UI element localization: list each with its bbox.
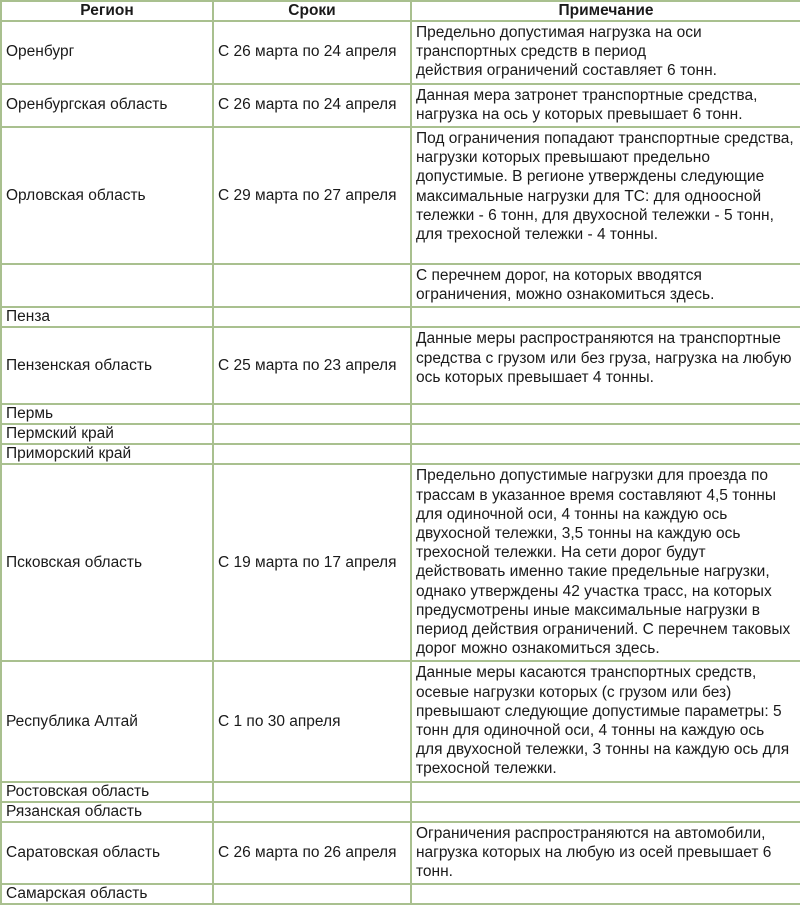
table-header-row: [1, 1, 800, 21]
header-period: Сроки: [213, 1, 411, 21]
note-cell: Данные меры касаются транспортных средств, осевые нагрузки которых (с грузом или без) превышают следующие допустимые параметры: 5 тонн для одиночной оси, 4 тонны на каждую ось для двухосной тележки, 3 тонны на каждую ось для трехосной тележки.: [411, 661, 800, 781]
period-cell: С 26 марта по 24 апреля: [213, 21, 411, 84]
table-row: [1, 327, 800, 404]
note-cell: Данная мера затронет транспортные средства, нагрузка на ось у которых превышает 6 тонн.: [411, 84, 800, 127]
note-cell: [411, 444, 800, 464]
header-region: Регион: [1, 1, 213, 21]
region-cell: Оренбургская область: [1, 84, 213, 127]
region-cell: Рязанская область: [1, 802, 213, 822]
table-row: [1, 444, 800, 464]
period-cell: С 29 марта по 27 апреля: [213, 127, 411, 264]
period-cell: [213, 264, 411, 307]
region-cell: Самарская область: [1, 884, 213, 904]
table-row: [1, 404, 800, 424]
table-row: [1, 264, 800, 307]
note-cell: [411, 404, 800, 424]
region-cell: Пензенская область: [1, 327, 213, 404]
note-cell: [411, 782, 800, 802]
note-cell: Под ограничения попадают транспортные средства, нагрузки которых превышают предельно допустимые. В регионе утверждены следующие максимальные нагрузки для ТС: для одноосной тележки - 6 тонн, для двухосной тележки - 5 тонн, для трехосной тележки - 4 тонны.: [411, 127, 800, 264]
table-row: [1, 84, 800, 127]
note-cell: С перечнем дорог, на которых вводятся ограничения, можно ознакомиться здесь.: [411, 264, 800, 307]
table-row: [1, 307, 800, 327]
note-cell: Данные меры распространяются на транспортные средства с грузом или без груза, нагрузка на любую ось которых превышает 4 тонны.: [411, 327, 800, 404]
note-cell: [411, 884, 800, 904]
region-cell: Саратовская область: [1, 822, 213, 885]
region-cell: Пенза: [1, 307, 213, 327]
region-cell: Ростовская область: [1, 782, 213, 802]
header-note: Примечание: [411, 1, 800, 21]
table-row: [1, 822, 800, 885]
period-cell: С 26 марта по 24 апреля: [213, 84, 411, 127]
period-cell: [213, 404, 411, 424]
note-cell: [411, 307, 800, 327]
period-cell: [213, 424, 411, 444]
note-cell: Предельно допустимая нагрузка на оси транспортных средств в период действия ограничений составляет 6 тонн.: [411, 21, 800, 84]
period-cell: [213, 444, 411, 464]
region-cell: Орловская область: [1, 127, 213, 264]
period-cell: [213, 802, 411, 822]
table-row: [1, 464, 800, 661]
table-row: [1, 782, 800, 802]
note-cell: Ограничения распространяются на автомобили, нагрузка которых на любую из осей превышает 6 тонн.: [411, 822, 800, 885]
period-cell: С 26 марта по 26 апреля: [213, 822, 411, 885]
note-cell: Предельно допустимые нагрузки для проезда по трассам в указанное время составляют 4,5 тонны для одиночной оси, 4 тонны на каждую ось двухосной тележки, 3,5 тонны на каждую ось трехосной тележки. На сети дорог будут действовать именно такие предельные нагрузки, однако утверждены 42 участка трасс, на которых предусмотрены иные максимальные нагрузки в период действия ограничений. С перечнем таковых дорог можно ознакомиться здесь.: [411, 464, 800, 661]
period-cell: [213, 884, 411, 904]
region-cell: Оренбург: [1, 21, 213, 84]
region-cell: Пермский край: [1, 424, 213, 444]
period-cell: С 1 по 30 апреля: [213, 661, 411, 781]
note-cell: [411, 424, 800, 444]
period-cell: С 25 марта по 23 апреля: [213, 327, 411, 404]
region-cell: Приморский край: [1, 444, 213, 464]
region-cell: Пермь: [1, 404, 213, 424]
table-row: [1, 424, 800, 444]
table-row: [1, 802, 800, 822]
table-row: [1, 21, 800, 84]
table-row: [1, 661, 800, 781]
period-cell: [213, 782, 411, 802]
region-cell: Псковская область: [1, 464, 213, 661]
period-cell: С 19 марта по 17 апреля: [213, 464, 411, 661]
table-row: [1, 884, 800, 904]
table-row: [1, 127, 800, 264]
period-cell: [213, 307, 411, 327]
note-cell: [411, 802, 800, 822]
table-body: [1, 21, 800, 904]
region-cell: [1, 264, 213, 307]
region-cell: Республика Алтай: [1, 661, 213, 781]
